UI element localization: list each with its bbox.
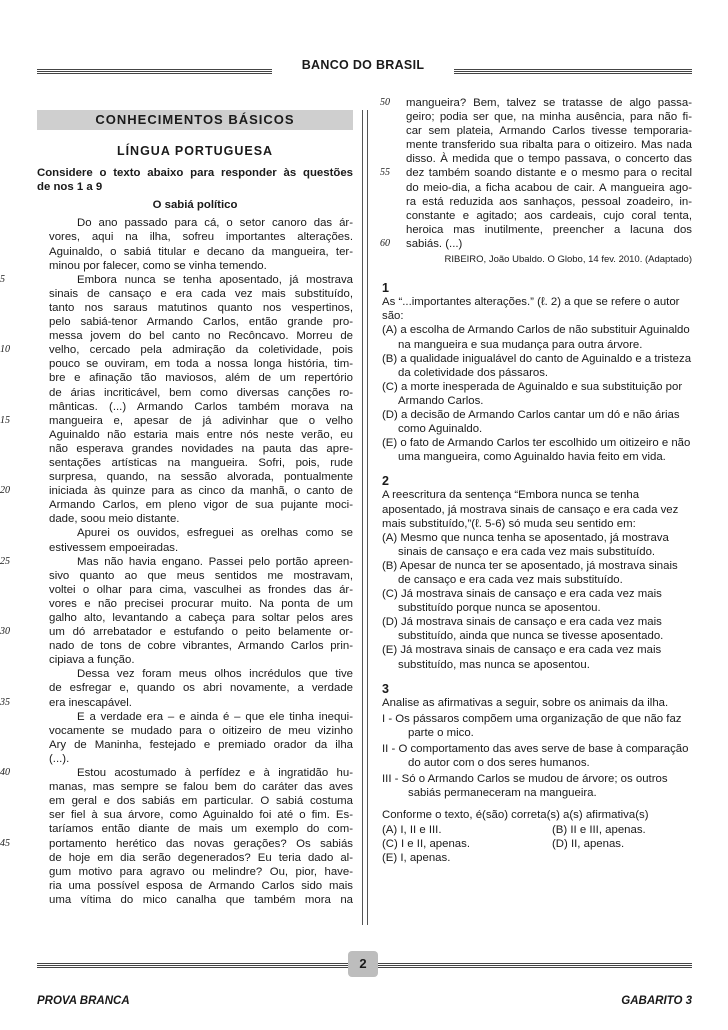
passage-line — [37, 639, 353, 653]
line-text: cipiava a função. — [49, 654, 135, 667]
line-text: bre e afinação tão maviosos, além de um repertório — [49, 372, 353, 385]
passage-title: O sabiá político — [152, 199, 238, 212]
line-text: ra está reduzida aos sanhaços, pessoal zoadeiro, in- — [406, 195, 692, 208]
passage-line — [0, 766, 353, 780]
passage-line — [0, 696, 353, 710]
option: (E) o fato de Armando Carlos ter escolhido um oitizeiro e não uma mangueira, como Aguinaldo havia feito em vida. — [382, 437, 691, 464]
passage-line — [37, 470, 353, 484]
passage-line — [37, 428, 353, 442]
line-number: 30 — [0, 626, 10, 638]
question-stem: A reescritura da sentença “Embora nunca se tenha aposentado, já mostrava sinais de cansaço e era cada vez mais substituído,”(ℓ. 5-6) só muda seu sentido em: — [382, 489, 679, 530]
section-title: CONHECIMENTOS BÁSICOS — [37, 110, 353, 130]
line-text: Aguinaldo, o sabiá titular e decano da mangueira, ter- — [49, 245, 353, 258]
line-text: vores e não precisei procurar muito. Na ponta de um — [49, 597, 353, 610]
line-text: mangueira? Bem, talvez se tratasse de algo passa- — [406, 97, 692, 109]
line-text: gum motivo para agravo ou melindre? Ou, pior, have- — [49, 865, 353, 878]
line-text: ser fiel à sua árvore, como Aguinaldo foi até o fim. Es- — [49, 809, 353, 822]
passage-line — [37, 710, 353, 724]
passage-line — [37, 400, 353, 414]
line-text: era inescapável. — [49, 696, 132, 709]
statement: III - Só o Armando Carlos se mudou de árvore; os outros sabiás permaneceram na mangueira. — [382, 773, 668, 800]
passage-line — [382, 223, 692, 237]
option: (C) a morte inesperada de Aguinaldo e sua substituição por Armando Carlos. — [382, 380, 683, 407]
line-number: 20 — [0, 485, 10, 497]
line-text: Aguinaldo não estaria mais entre nós neste verão, eu — [49, 428, 353, 441]
passage-line — [0, 484, 353, 498]
line-text: sivo quanto ao que meus sentidos me mostravam, — [49, 569, 353, 582]
passage-line — [37, 780, 353, 794]
line-text: car sem plateia, Armando Carlos tivesse temporaria- — [406, 125, 692, 138]
passage-line — [37, 442, 353, 456]
line-text: taríamos então diante de mais um exemplo do com- — [49, 823, 353, 836]
line-number: 40 — [0, 767, 10, 779]
passage-line — [37, 851, 353, 865]
question-1 — [382, 281, 692, 464]
line-text: voltei o olhar para cima, vasculhei as frondes das ár- — [49, 583, 353, 596]
line-text: dade, soou meio distante. — [49, 513, 180, 526]
passage-line — [0, 625, 353, 639]
line-text: geiro; podia ser que, na minha ausência, para não fi- — [406, 111, 692, 124]
line-text: mangueira e, apesar de já adivinhar que o velho — [49, 414, 353, 427]
line-text: manas, mas sempre se falou bem do caráter das aves — [49, 781, 353, 794]
instruction — [37, 166, 353, 194]
header-rule-right — [454, 68, 692, 74]
passage-line — [37, 216, 353, 230]
line-text: portamento herético das novas gerações? Os sabiás — [49, 837, 353, 850]
question-3 — [382, 682, 692, 865]
question-2 — [382, 474, 692, 671]
option: (E) I, apenas. — [382, 851, 451, 864]
passage-line — [382, 237, 692, 251]
option: (D) II, apenas. — [552, 837, 625, 850]
line-text: surpresa, quando, na sessão alvorada, pontualmente — [49, 471, 353, 484]
passage-line — [37, 681, 353, 695]
passage-line — [37, 653, 353, 667]
question-number: 3 — [382, 681, 389, 696]
line-text: Embora nunca se tenha aposentado, já mostrava — [77, 273, 353, 286]
section-subtitle: LÍNGUA PORTUGUESA — [116, 144, 274, 158]
line-text: de árias incriticável, bem como diversas canções ro- — [49, 386, 353, 399]
passage-line — [37, 808, 353, 822]
line-text: sabiás. (...) — [406, 237, 463, 250]
header-title: BANCO DO BRASIL — [301, 58, 425, 72]
line-text: pelo sabiá-tenor Armando Carlos, então grande pro- — [49, 316, 353, 329]
passage-line — [37, 752, 353, 766]
line-text: minou por falecer, como se vinha temendo. — [49, 259, 267, 272]
passage-line — [37, 822, 353, 836]
line-number: 15 — [0, 414, 10, 426]
passage-line — [37, 794, 353, 808]
passage-left-lines — [0, 216, 353, 907]
passage-line — [382, 138, 692, 152]
question-prompt: Conforme o texto, é(são) correta(s) a(s) afirmativa(s) — [382, 809, 649, 822]
passage-line — [37, 371, 353, 385]
passage-line — [37, 611, 353, 625]
header-rule-left — [37, 68, 272, 74]
passage-line — [37, 357, 353, 371]
passage-line — [37, 386, 353, 400]
passage-line — [37, 893, 353, 907]
option: (A) I, II e III. — [382, 823, 442, 836]
passage-line — [37, 879, 353, 893]
line-text: vores, aqui na ilha, sofreu importantes alterações. — [49, 231, 353, 244]
line-text: heroica mas inutilmente, preencher a lacuna dos — [406, 223, 692, 236]
passage-line — [37, 569, 353, 583]
line-text: galho alto, levantando a cabeça para soltar pelos ares — [49, 612, 353, 624]
passage-line — [382, 96, 692, 110]
line-text: Ary de Maninha, festejado e premiado orador da ilha — [49, 738, 353, 751]
passage-line — [382, 110, 692, 124]
passage-line — [0, 837, 353, 851]
line-text: iniciada às quinze para as cinco da manhã, o canto de — [49, 485, 353, 498]
passage-line — [0, 343, 353, 357]
passage-line — [37, 512, 353, 526]
passage-line — [37, 301, 353, 315]
line-text: do meio-dia, a ficha acabou de cair. A mangueira ago- — [406, 181, 692, 194]
passage-line — [37, 597, 353, 611]
line-text: Mas não havia engano. Passei pelo portão apreen- — [77, 555, 353, 568]
line-number: 55 — [380, 167, 390, 179]
passage-line — [37, 329, 353, 343]
passage-line — [382, 195, 692, 209]
passage-line — [382, 166, 692, 180]
line-text: não esperava grandes novidades na pauta das apre- — [49, 442, 353, 455]
statement: II - O comportamento das aves serve de base à comparação do autor com o dos seres humanos. — [382, 743, 689, 770]
passage-line — [382, 209, 692, 223]
option: (D) a decisão de Armando Carlos cantar um dó e não árias como Aguinaldo. — [382, 408, 680, 436]
option: (D) Já mostrava sinais de cansaço e era cada vez mais substituído, ainda que nunca se tivesse aposentado. — [382, 616, 664, 643]
line-text: Armando Carlos, em pleno vigor de sua pujante moci- — [49, 499, 353, 512]
line-text: disso. À medida que o tempo passava, o concerto das — [406, 153, 692, 166]
passage-line — [37, 667, 353, 681]
line-text: sentações artísticas na mangueira. Sofri, pois, rude — [49, 456, 353, 469]
right-column — [382, 96, 692, 875]
line-text: dez também soando distante e o mesmo para o recital — [406, 167, 692, 180]
line-text: (...). — [49, 752, 70, 765]
option: (C) Já mostrava sinais de cansaço e era cada vez mais substituído porque nunca se aposentou. — [382, 588, 662, 615]
passage-line — [37, 526, 353, 540]
line-text: Dessa vez foram meus olhos incrédulos que tive — [77, 668, 353, 681]
line-text: um dó arrebatador e estufando o peito belamente or- — [49, 626, 353, 639]
line-number: 25 — [0, 555, 10, 567]
passage-line — [37, 738, 353, 752]
line-text: Apurei os ouvidos, esfreguei as orelhas como se — [77, 527, 353, 540]
line-text: pouco se ouviram, em toda a nossa longa história, tim- — [49, 358, 353, 371]
passage-right-lines — [382, 96, 692, 251]
option: (C) I e II, apenas. — [382, 837, 470, 850]
line-text: constante e agitado; aos cardeais, cujo coral tenta, — [406, 209, 692, 222]
line-text: mânticas. (...) Armando Carlos também morava na — [49, 400, 353, 413]
line-number: 35 — [0, 696, 10, 708]
instruction-line-2: de nos 1 a 9 — [37, 181, 103, 194]
passage-line — [382, 124, 692, 138]
line-text: tanto nos saraus matutinos quanto nos vespertinos, — [49, 301, 353, 314]
option: (B) Apesar de nunca ter se aposentado, já mostrava sinais de cansaço e era cada vez mais substituído. — [382, 559, 678, 586]
options-grid — [382, 823, 692, 865]
question-number: 1 — [382, 281, 389, 296]
line-text: Do ano passado para cá, o setor canoro das ár- — [77, 217, 353, 230]
option: (B) a qualidade inigualável do canto de Aguinaldo e a tristeza da coletividade dos pássaros. — [382, 352, 692, 379]
line-text: mente transferido sua ribalta para o oitizeiro. Mas nada — [406, 139, 692, 152]
passage-line — [37, 287, 353, 301]
option: (A) a escolha de Armando Carlos de não substituir Aguinaldo na mangueira e sua mudança para outra árvore. — [382, 324, 690, 351]
passage-line — [37, 724, 353, 738]
line-number: 10 — [0, 344, 10, 356]
line-text: vocamente se mudado para o oitizeiro de meu vizinho — [49, 724, 353, 737]
passage-line — [37, 230, 353, 244]
passage-source: RIBEIRO, João Ubaldo. O Globo, 14 fev. 2010. (Adaptado) — [444, 254, 692, 266]
line-number: 45 — [0, 837, 10, 849]
line-text: sinais de cansaço e era cada vez mais substituído, — [49, 287, 353, 300]
passage-line — [0, 273, 353, 287]
passage-line — [37, 456, 353, 470]
passage-line — [37, 315, 353, 329]
line-number: 60 — [380, 237, 390, 249]
passage-line — [382, 181, 692, 195]
line-text: de hoje em dia serão degenerados? Eu teria dado al- — [49, 851, 353, 864]
line-number: 50 — [380, 97, 390, 108]
passage-line — [382, 152, 692, 166]
question-number: 2 — [382, 474, 389, 489]
passage-line — [37, 541, 353, 555]
left-column — [0, 110, 353, 907]
line-text: uma vítima do mico canalha que também mora na — [49, 893, 353, 906]
line-text: velho, cercado pela admiração da coletividade, pois — [49, 344, 353, 357]
question-stem: As “...importantes alterações.” (ℓ. 2) a que se refere o autor são: — [382, 296, 680, 323]
instruction-line-1: Considere o texto abaixo para responder às questões — [37, 167, 353, 180]
page-number: 2 — [348, 951, 378, 977]
footer-right: GABARITO 3 — [621, 995, 692, 1007]
option: (E) Já mostrava sinais de cansaço e era cada vez mais substituído, mas nunca se aposentou. — [382, 644, 662, 671]
passage-line — [0, 414, 353, 428]
line-text: E a verdade era – e ainda é – que ele tinha inequi- — [77, 710, 353, 723]
passage-line — [37, 259, 353, 273]
column-divider — [362, 110, 368, 925]
passage-line — [37, 583, 353, 597]
line-text: ria uma possível esposa de Armando Carlos sido mais — [49, 879, 353, 892]
passage-line — [37, 245, 353, 259]
line-text: Estou acostumado à perfídez e à ingratidão hu- — [77, 767, 353, 780]
statement: I - Os pássaros compõem uma organização de que não faz parte o mico. — [382, 712, 682, 739]
line-text: de esfregar e, quando os abri novamente, a verdade — [49, 682, 353, 695]
line-text: estivessem empoeiradas. — [49, 541, 179, 554]
passage-line — [0, 555, 353, 569]
option: (B) II e III, apenas. — [552, 823, 646, 836]
line-text: nado de tons de cobre vibrantes, Armando Carlos prin- — [49, 640, 353, 653]
line-text: em geral e dos sabiás em particular. O sabiá costuma — [49, 795, 353, 808]
footer-left: PROVA BRANCA — [37, 995, 130, 1007]
passage-line — [37, 865, 353, 879]
option: (A) Mesmo que nunca tenha se aposentado, já mostrava sinais de cansaço e era cada vez mais substituído. — [382, 531, 669, 558]
questions — [382, 281, 692, 865]
passage-line — [37, 498, 353, 512]
line-text: messa jovem do bel canto no Recôncavo. Morreu de — [49, 330, 353, 343]
question-stem: Analise as afirmativas a seguir, sobre os animais da ilha. — [382, 696, 669, 709]
line-number: 5 — [0, 273, 5, 285]
